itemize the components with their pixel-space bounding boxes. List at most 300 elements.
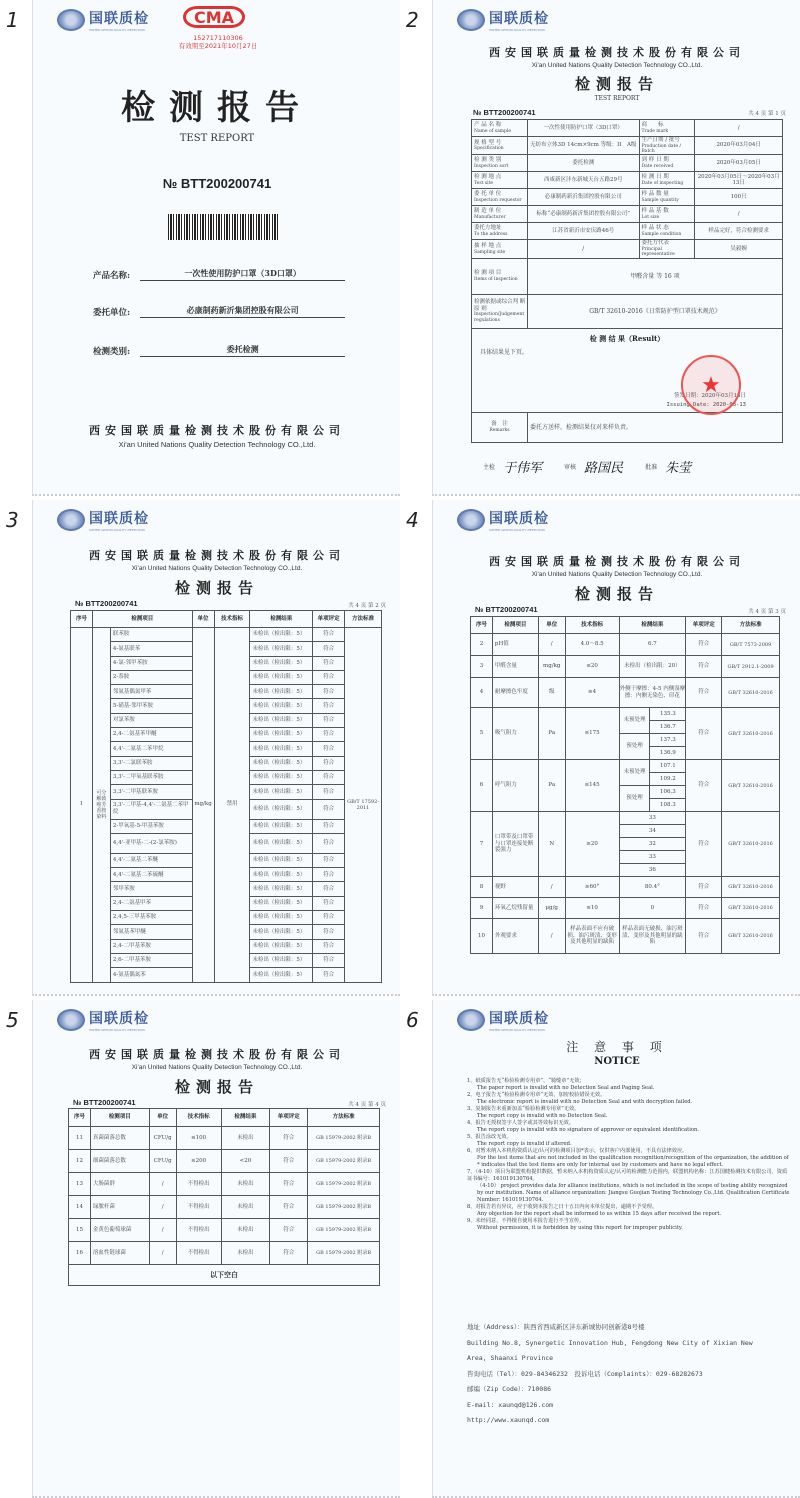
field-value: 吴毅婉 <box>695 240 783 258</box>
unit-cell: / <box>538 634 565 656</box>
notice-item: 4、报告无授权签字人签字或其等效标识无效。 <box>467 1120 575 1126</box>
verdict-cell: 符合 <box>313 882 345 896</box>
condition-cell: 预处理 <box>619 734 650 760</box>
column-header: 单项评定 <box>313 611 345 628</box>
method-cell: GB 15979-2002 附录B <box>308 1219 380 1242</box>
method-cell: GB/T 32610-2016 <box>722 760 780 812</box>
notice-item-en: The paper report is invalid with no Detection Seal and Paging Seal. <box>477 1085 655 1091</box>
result-cell: 未检出（检出限：20） <box>619 656 686 678</box>
field-value: 必康制药新沂集团控股有限公司 <box>527 189 639 206</box>
table-row <box>471 708 780 721</box>
value-cell: 106.3 <box>650 786 686 799</box>
panel-cover <box>0 0 400 499</box>
result-cell: 未检出（检出限：5） <box>250 785 313 799</box>
value-cell: 136.7 <box>650 721 686 734</box>
item-cell: 环氧乙烷残留量 <box>492 898 538 919</box>
field-label: 产 品 名 称 Name of sample <box>472 120 528 137</box>
verdict-cell: 符合 <box>313 868 345 882</box>
column-header: 序号 <box>471 617 493 634</box>
verdict-cell: 符合 <box>313 685 345 699</box>
logo: 国联质检 UNITED NATION QUALITY DETECTION <box>457 508 549 532</box>
panel-report-page-2 <box>0 500 400 999</box>
column-header: 检测项目 <box>92 611 192 628</box>
item-cell: 2,4,5-三甲基苯胺 <box>110 911 192 925</box>
column-header: 技术指标 <box>565 617 619 634</box>
item-cell: 4-氨基偶氮苯 <box>110 968 192 982</box>
report-page <box>432 0 800 496</box>
item-cell: 3,3'-二甲基联苯胺 <box>110 785 192 799</box>
official-seal-stamp: ★ <box>681 355 741 415</box>
report-title: 检测报告 <box>174 579 259 597</box>
microbial-test-table <box>68 1108 380 1286</box>
spec-cell: 不得检出 <box>176 1173 221 1196</box>
verdict-cell: 符合 <box>313 699 345 713</box>
logo-seal-icon <box>457 509 485 531</box>
item-cell: 2,4-二氨基甲苯 <box>110 896 192 910</box>
field-value: 2020年03月04日 <box>695 137 783 155</box>
column-header: 单项评定 <box>686 617 722 634</box>
item-cell: 邻氨基偶氮甲苯 <box>110 685 192 699</box>
contact-line: E-mail: xaunqd@126.com <box>467 1400 554 1409</box>
seq-cell: 11 <box>69 1127 91 1150</box>
item-cell: 邻氨基苯甲醚 <box>110 925 192 939</box>
item-cell: 4,4'-二氨基二苯甲烷 <box>110 742 192 756</box>
verdict-cell: 符合 <box>686 812 722 877</box>
notice-item: 5、报告涂改无效。 <box>467 1134 512 1140</box>
verdict-cell: 符合 <box>686 877 722 898</box>
condition-cell: 未预处理 <box>619 708 650 734</box>
column-header: 技术指标 <box>176 1109 221 1127</box>
table-row <box>471 760 780 773</box>
field-label: 委 托 单 位 Inspection requestor <box>472 189 528 206</box>
seq-cell: 15 <box>69 1219 91 1242</box>
item-cell: 3,3'-二氯联苯胺 <box>110 756 192 770</box>
contact-line: 邮编（Zip Code）：710086 <box>467 1385 552 1393</box>
table-row <box>471 812 780 825</box>
verdict-cell: 符合 <box>313 713 345 727</box>
field-label: 样 品 数 量 Sample quantity <box>639 189 695 206</box>
panel-report-page-1 <box>400 0 800 499</box>
field-value: 委托检测 <box>527 155 639 172</box>
field-label: 检 测 日 期 Date of inspecting <box>639 172 695 189</box>
field-label: 委托方地址 To the address <box>472 223 528 240</box>
value-cell: 34 <box>619 825 686 838</box>
result-cell: 未检出（检出限：5） <box>250 670 313 684</box>
result-cell: 未检出（检出限：5） <box>250 868 313 882</box>
verdict-cell: 符合 <box>686 656 722 678</box>
method-cell: GB/T 32610-2016 <box>722 708 780 760</box>
field-value: 无纺布立体3D 14cm×9cm 等级：II A级 <box>527 137 639 155</box>
verdict-cell: 符合 <box>313 925 345 939</box>
item-cell: 耐摩擦色牢度 <box>492 678 538 708</box>
items-row: 检 测 项 目 Items of inspection 甲醛含量 等 16 项 <box>472 258 783 294</box>
basis-row: 检测依据或综合判 断 原 则 Inspection/Judgement regulations GB/T 32610-2016《日常防护型口罩技术规范》 <box>472 294 783 328</box>
spec-cell: ≤10 <box>565 898 619 919</box>
method-cell: GB/T 32610-2016 <box>722 919 780 954</box>
blank-row: 以下空白 <box>69 1265 380 1286</box>
report-page <box>32 500 400 996</box>
unit-cell: μg/g <box>538 898 565 919</box>
verdict-cell: 符合 <box>270 1196 308 1219</box>
result-cell: 未检出（检出限：5） <box>250 968 313 982</box>
method-cell: GB 15979-2002 附录B <box>308 1127 380 1150</box>
seq-cell: 12 <box>69 1150 91 1173</box>
result-cell: 未检出（检出限：5） <box>250 770 313 784</box>
info-row <box>472 172 783 189</box>
result-cell: 未检出（检出限：5） <box>250 882 313 896</box>
verdict-cell: 符合 <box>313 953 345 967</box>
unit-cell: N <box>538 812 565 877</box>
field-label: 到 样 日 期 Date received <box>639 155 695 172</box>
method-cell: GB/T 7573-2009 <box>722 634 780 656</box>
company-name: 西安国联质量检测技术股份有限公司 <box>89 549 345 562</box>
notice-item: 7、（4-10）项目为联盟机构提供数据，暂未纳入本机构资质认定/认可的检测能力范围内，联盟机构名称：江苏国健检测技术有限公司，资质证书编号：161019130764。 <box>467 1169 788 1182</box>
panel-number: 6 <box>406 1008 419 1032</box>
issue-date-en: Issuing Date: 2020-03-13 <box>666 402 746 409</box>
field-label: 检 测 类 别 Inspection sort <box>472 155 528 172</box>
signature-inspector: 于伟军 <box>503 461 543 476</box>
company-name-en: Xi'an United Nations Quality Detection Technology CO.,Ltd. <box>531 62 703 69</box>
item-cell: pH值 <box>492 634 538 656</box>
cma-number: 152717110306 有效期至2021年10月27日 <box>178 34 258 51</box>
report-number: № BTT200200741 <box>475 605 538 614</box>
table-row <box>71 628 382 642</box>
value-cell: 33 <box>619 851 686 864</box>
logo-seal-icon <box>457 1009 485 1031</box>
seq-cell: 4 <box>471 678 493 708</box>
result-cell: 外侧干摩擦：4-5 内侧湿摩擦：内侧无染色、印花 <box>619 678 686 708</box>
result-cell: 未检出（检出限：5） <box>250 853 313 867</box>
verdict-cell: 符合 <box>270 1173 308 1196</box>
cover-title: 检测报告 <box>121 88 313 128</box>
result-cell: 未检出（检出限：5） <box>250 685 313 699</box>
company-name: 西安国联质量检测技术股份有限公司 <box>89 424 345 437</box>
result-cell: 未检出（检出限：5） <box>250 699 313 713</box>
company-name: 西安国联质量检测技术股份有限公司 <box>489 46 745 59</box>
barcode <box>168 214 280 240</box>
logo: 国联质检 UNITED NATION QUALITY DETECTION <box>457 8 549 32</box>
logo-subtext: UNITED NATION QUALITY DETECTION <box>89 28 145 32</box>
column-header: 检测结果 <box>619 617 686 634</box>
result-cell: 样品表面无破损、油污斑渍、变形及其他明显的缺陷 <box>619 919 686 954</box>
field-value: 标称“必康制药新沂集团控股有限公司” <box>527 206 639 223</box>
unit-cell: mg/kg <box>192 628 214 983</box>
report-subtitle: TEST REPORT <box>594 95 640 102</box>
field-value: 江苏省新沂市安庆路46号 <box>527 223 639 240</box>
verdict-cell: 符合 <box>313 799 345 819</box>
notice-item: 8、对报告若有异议，应于收到本报告之日十五日内向本单位提出，逾期不予受理。 <box>467 1204 658 1210</box>
result-cell: 未检出（检出限：5） <box>250 833 313 853</box>
item-cell: 视野 <box>492 877 538 898</box>
contact-line: Building No.8, Synergetic Innovation Hub, Fengdong New City of Xixian New <box>467 1338 753 1347</box>
seq-cell: 10 <box>471 919 493 954</box>
column-header: 方法标准 <box>722 617 780 634</box>
result-cell: 未检出（检出限：5） <box>250 819 313 833</box>
spec-cell: ≤145 <box>565 760 619 812</box>
verdict-cell: 符合 <box>313 728 345 742</box>
report-page <box>432 500 800 996</box>
unit-cell: / <box>149 1173 176 1196</box>
info-row <box>472 189 783 206</box>
info-row <box>472 223 783 240</box>
panel-number: 4 <box>406 508 419 532</box>
item-cell: 5-硝基-邻甲苯胺 <box>110 699 192 713</box>
result-cell: 未检出（检出限：5） <box>250 911 313 925</box>
table-row <box>69 1127 380 1150</box>
spec-cell: 不得检出 <box>176 1196 221 1219</box>
verdict-cell: 符合 <box>270 1242 308 1265</box>
field-product: 产品名称: 一次性使用防护口罩（3D口罩） <box>93 268 345 281</box>
verdict-cell: 符合 <box>686 634 722 656</box>
field-value: / <box>527 240 639 258</box>
column-header: 序号 <box>71 611 93 628</box>
item-cell: 4,4'-二氨基二苯硫醚 <box>110 868 192 882</box>
notice-item: 2、电子报告无“检验检测专用章”无效，加密校验错误无效。 <box>467 1092 606 1098</box>
cover-subtitle: TEST REPORT <box>179 133 255 144</box>
seq-cell: 5 <box>471 708 493 760</box>
verdict-cell: 符合 <box>313 853 345 867</box>
panel-number: 2 <box>406 8 419 32</box>
notice-item: 9、未经同意，不得擅自使用本报告进行不当宣传。 <box>467 1218 585 1224</box>
notice-item-en: The report copy is invalid with no signature of approver or equivalent identification. <box>477 1127 700 1133</box>
seq-cell: 14 <box>69 1196 91 1219</box>
contact-line: Area, Shaanxi Province <box>467 1354 554 1362</box>
field-label: 规 格 型 号 Specification <box>472 137 528 155</box>
logo-text: 国联质检 <box>89 11 149 27</box>
panel-report-page-4 <box>0 1000 400 1498</box>
result-cell: <20 <box>221 1150 270 1173</box>
cover-report-number: № BTT200200741 <box>162 176 272 191</box>
report-title: 检测报告 <box>174 1078 259 1096</box>
panel-number: 5 <box>6 1008 19 1032</box>
column-header: 检测项目 <box>492 617 538 634</box>
verdict-cell: 符合 <box>313 670 345 684</box>
value-cell: 108.3 <box>650 799 686 812</box>
field-value: 一次性使用防护口罩（3D口罩） <box>527 120 639 137</box>
contact-line: http://www.xaunqd.com <box>467 1416 550 1424</box>
cma-mark: CMA <box>183 6 245 28</box>
report-number: № BTT200200741 <box>75 599 138 608</box>
company-name-en: Xi'an United Nations Quality Detection Technology CO.,Ltd. <box>131 1064 303 1071</box>
table-row <box>471 877 780 898</box>
spec-cell: 样品表面不应有破损、油污斑渍、变形及其他明显的缺陷 <box>565 919 619 954</box>
panel-report-page-3 <box>400 500 800 999</box>
report-page <box>32 1000 400 1498</box>
report-title: 检测报告 <box>574 75 659 93</box>
item-cell: 4-氯-邻甲苯胺 <box>110 656 192 670</box>
value-cell: 107.1 <box>650 760 686 773</box>
field-value: 西咸新区沣东新城天台五路29号 <box>527 172 639 189</box>
item-cell: 2,6-二甲基苯胺 <box>110 953 192 967</box>
result-cell: 未检出（检出限：5） <box>250 656 313 670</box>
notice-item-en: The electronic report is invalid with no Detection Seal and with decryption failed. <box>477 1099 693 1105</box>
contact-line: 咨询电话（Tel）：029-84346232 投诉电话（Complaints）：029-68282673 <box>467 1369 703 1378</box>
notice-item-en: Without permission, it is forbidden by using this report for improper publicity. <box>477 1225 683 1231</box>
item-cell: 口罩带及口罩带与口罩连接处断裂强力 <box>492 812 538 877</box>
item-cell: 3,3'-二甲氧基联苯胺 <box>110 770 192 784</box>
result-cell: 未检出 <box>221 1173 270 1196</box>
result-cell: 未检出（检出限：5） <box>250 728 313 742</box>
spec-cell: 不得检出 <box>176 1219 221 1242</box>
item-cell: 金黄色葡萄球菌 <box>90 1219 149 1242</box>
result-cell: 未检出（检出限：5） <box>250 799 313 819</box>
spec-cell: 4.0～8.5 <box>565 634 619 656</box>
result-cell: 6.7 <box>619 634 686 656</box>
result-cell: 未检出（检出限：5） <box>250 939 313 953</box>
logo <box>57 8 149 32</box>
info-row <box>472 120 783 137</box>
result-cell: 未检出（检出限：5） <box>250 953 313 967</box>
spec-cell: ≤100 <box>176 1127 221 1150</box>
value-cell: 36 <box>619 864 686 877</box>
condition-cell: 未预处理 <box>619 760 650 786</box>
verdict-cell: 符合 <box>270 1219 308 1242</box>
contact-info <box>467 1320 753 1429</box>
method-cell: GB/T 32610-2016 <box>722 678 780 708</box>
column-header: 单位 <box>149 1109 176 1127</box>
verdict-cell: 符合 <box>313 656 345 670</box>
item-cell: 3,3'-二甲基-4,4'-二氨基二苯甲烷 <box>110 799 192 819</box>
value-cell: 32 <box>619 838 686 851</box>
report-title: 检测报告 <box>574 585 659 603</box>
notice-item: 6、对暂未纳入本机构资质认定/认可的检测项目加*表示，仅供客户内部使用，不具有法律效应。 <box>467 1148 688 1154</box>
notice-item-en: （4-10） project provides data for alliance institutions, which is not included in the scope of testing ability recognized by our institution. Name of alliance organization: Jiangsu Guojian Testing Technology Co.,Ltd. Qualification Certificate Number: 161019130764. <box>477 1183 790 1203</box>
column-header: 单位 <box>538 617 565 634</box>
column-header: 技术指标 <box>214 611 250 628</box>
method-cell: GB 15979-2002 附录B <box>308 1150 380 1173</box>
verdict-cell: 符合 <box>313 911 345 925</box>
logo: 国联质检 UNITED NATION QUALITY DETECTION <box>57 508 149 532</box>
item-cell: 吸气阻力 <box>492 708 538 760</box>
result-cell: 未检出（检出限：5） <box>250 742 313 756</box>
company-name-en: Xi'an United Nations Quality Detection Technology CO.,Ltd. <box>118 440 316 449</box>
item-cell: 绿脓杆菌 <box>90 1196 149 1219</box>
item-cell: 细菌菌落总数 <box>90 1150 149 1173</box>
group-cell: 可分解致癌芳香胺染料 <box>92 628 110 983</box>
result-cell: 未检出 <box>221 1127 270 1150</box>
field-label: 委托方代表 Principal representative <box>639 240 695 258</box>
item-cell: 甲醛含量 <box>492 656 538 678</box>
page-indicator: 共 4 页 第 3 页 <box>748 609 786 615</box>
seq-cell: 8 <box>471 877 493 898</box>
table-row <box>69 1219 380 1242</box>
method-cell: GB/T 17592-2011 <box>345 628 382 983</box>
table-row <box>69 1242 380 1265</box>
company-name-en: Xi'an United Nations Quality Detection Technology CO.,Ltd. <box>131 565 303 572</box>
result-cell: 未检出（检出限：5） <box>250 642 313 656</box>
unit-cell: CFU/g <box>149 1150 176 1173</box>
result-text: 具体结果见下页。 <box>480 349 529 357</box>
seq-cell: 3 <box>471 656 493 678</box>
verdict-cell: 符合 <box>313 896 345 910</box>
notice-title-en: NOTICE <box>594 1056 640 1067</box>
field-label: 样 品 状 态 Sample condition <box>639 223 695 240</box>
column-header: 方法标准 <box>308 1109 380 1127</box>
unit-cell: Pa <box>538 760 565 812</box>
notice-item-en: The report copy is invalid if altered. <box>477 1141 572 1147</box>
result-cell: 未检出（检出限：5） <box>250 896 313 910</box>
field-value: / <box>695 206 783 223</box>
field-label: 样 品 基 数 Lot size <box>639 206 695 223</box>
page-indicator: 共 4 页 第 2 页 <box>348 603 386 609</box>
value-cell: 135.3 <box>650 708 686 721</box>
result-cell: 80.4° <box>619 877 686 898</box>
column-header: 检测项目 <box>90 1109 149 1127</box>
field-value: 样品完好，符合检测要求 <box>695 223 783 240</box>
result-title: 检 测 结 果（Result） <box>589 333 665 343</box>
field-label: 检 测 地 点 Test site <box>472 172 528 189</box>
logo: 国联质检 UNITED NATION QUALITY DETECTION <box>457 1008 549 1032</box>
table-row <box>69 1173 380 1196</box>
cover-page <box>32 0 400 496</box>
method-cell: GB/T 32610-2016 <box>722 877 780 898</box>
item-cell: 邻甲苯胺 <box>110 882 192 896</box>
notice-list <box>467 1078 792 1232</box>
item-cell: 2-萘胺 <box>110 670 192 684</box>
spec-cell: ≥4 <box>565 678 619 708</box>
info-row <box>472 206 783 223</box>
method-cell: GB 15979-2002 附录B <box>308 1242 380 1265</box>
verdict-cell: 符合 <box>313 770 345 784</box>
report-number: № BTT200200741 <box>473 108 536 117</box>
verdict-cell: 符合 <box>686 760 722 812</box>
spec-cell: 不得检出 <box>176 1242 221 1265</box>
physical-test-table <box>470 616 780 954</box>
method-cell: GB/T 32610-2016 <box>722 898 780 919</box>
notice-item-en: The report copy is invalid with no Detection Seal. <box>477 1113 608 1119</box>
unit-cell: CFU/g <box>149 1127 176 1150</box>
unit-cell: mg/kg <box>538 656 565 678</box>
verdict-cell: 符合 <box>686 919 722 954</box>
result-cell: 未检出（检出限：5） <box>250 756 313 770</box>
value-cell: 137.3 <box>650 734 686 747</box>
seq-cell: 6 <box>471 760 493 812</box>
column-header: 单项评定 <box>270 1109 308 1127</box>
company-name-en: Xi'an United Nations Quality Detection Technology CO.,Ltd. <box>531 571 703 578</box>
seq-cell: 9 <box>471 898 493 919</box>
notice-item: 1、纸质报告无“检验检测专用章”、“骑缝章”无效； <box>467 1078 585 1084</box>
notice-title: 注 意 事 项 <box>566 1040 668 1054</box>
item-cell: 2,4-二甲基苯胺 <box>110 939 192 953</box>
item-cell: 大肠菌群 <box>90 1173 149 1196</box>
logo-seal-icon <box>57 1009 85 1031</box>
seq-cell: 1 <box>71 628 93 983</box>
company-name: 西安国联质量检测技术股份有限公司 <box>489 555 745 568</box>
item-cell: 4-氨基联苯 <box>110 642 192 656</box>
column-header: 检测结果 <box>250 611 313 628</box>
remarks-row: 备 注 Remarks 委托方送样，检测结果仅对来样负责。 <box>472 412 783 442</box>
result-cell: 未检出（检出限：5） <box>250 628 313 642</box>
verdict-cell: 符合 <box>313 785 345 799</box>
logo-seal-icon <box>57 509 85 531</box>
verdict-cell: 符合 <box>686 898 722 919</box>
verdict-cell: 符合 <box>313 628 345 642</box>
value-cell: 136.9 <box>650 747 686 760</box>
table-row <box>471 634 780 656</box>
table-row <box>69 1150 380 1173</box>
panel-number: 3 <box>6 508 19 532</box>
table-row <box>471 656 780 678</box>
page-indicator: 共 4 页 第 4 页 <box>348 1102 386 1108</box>
notice-item-en: For the test items that are not included in the qualification recognition/recognition of the organization, the addition of * indicates that the test items are only for internal use by customers and have no legal effect. <box>477 1155 789 1168</box>
seq-cell: 2 <box>471 634 493 656</box>
column-header: 检测结果 <box>221 1109 270 1127</box>
unit-cell: / <box>149 1219 176 1242</box>
item-cell: 呼气阻力 <box>492 760 538 812</box>
panel-number: 1 <box>6 8 19 32</box>
field-value: 2020年03月05日～2020年03月13日 <box>695 172 783 189</box>
company-name: 西安国联质量检测技术股份有限公司 <box>89 1048 345 1061</box>
